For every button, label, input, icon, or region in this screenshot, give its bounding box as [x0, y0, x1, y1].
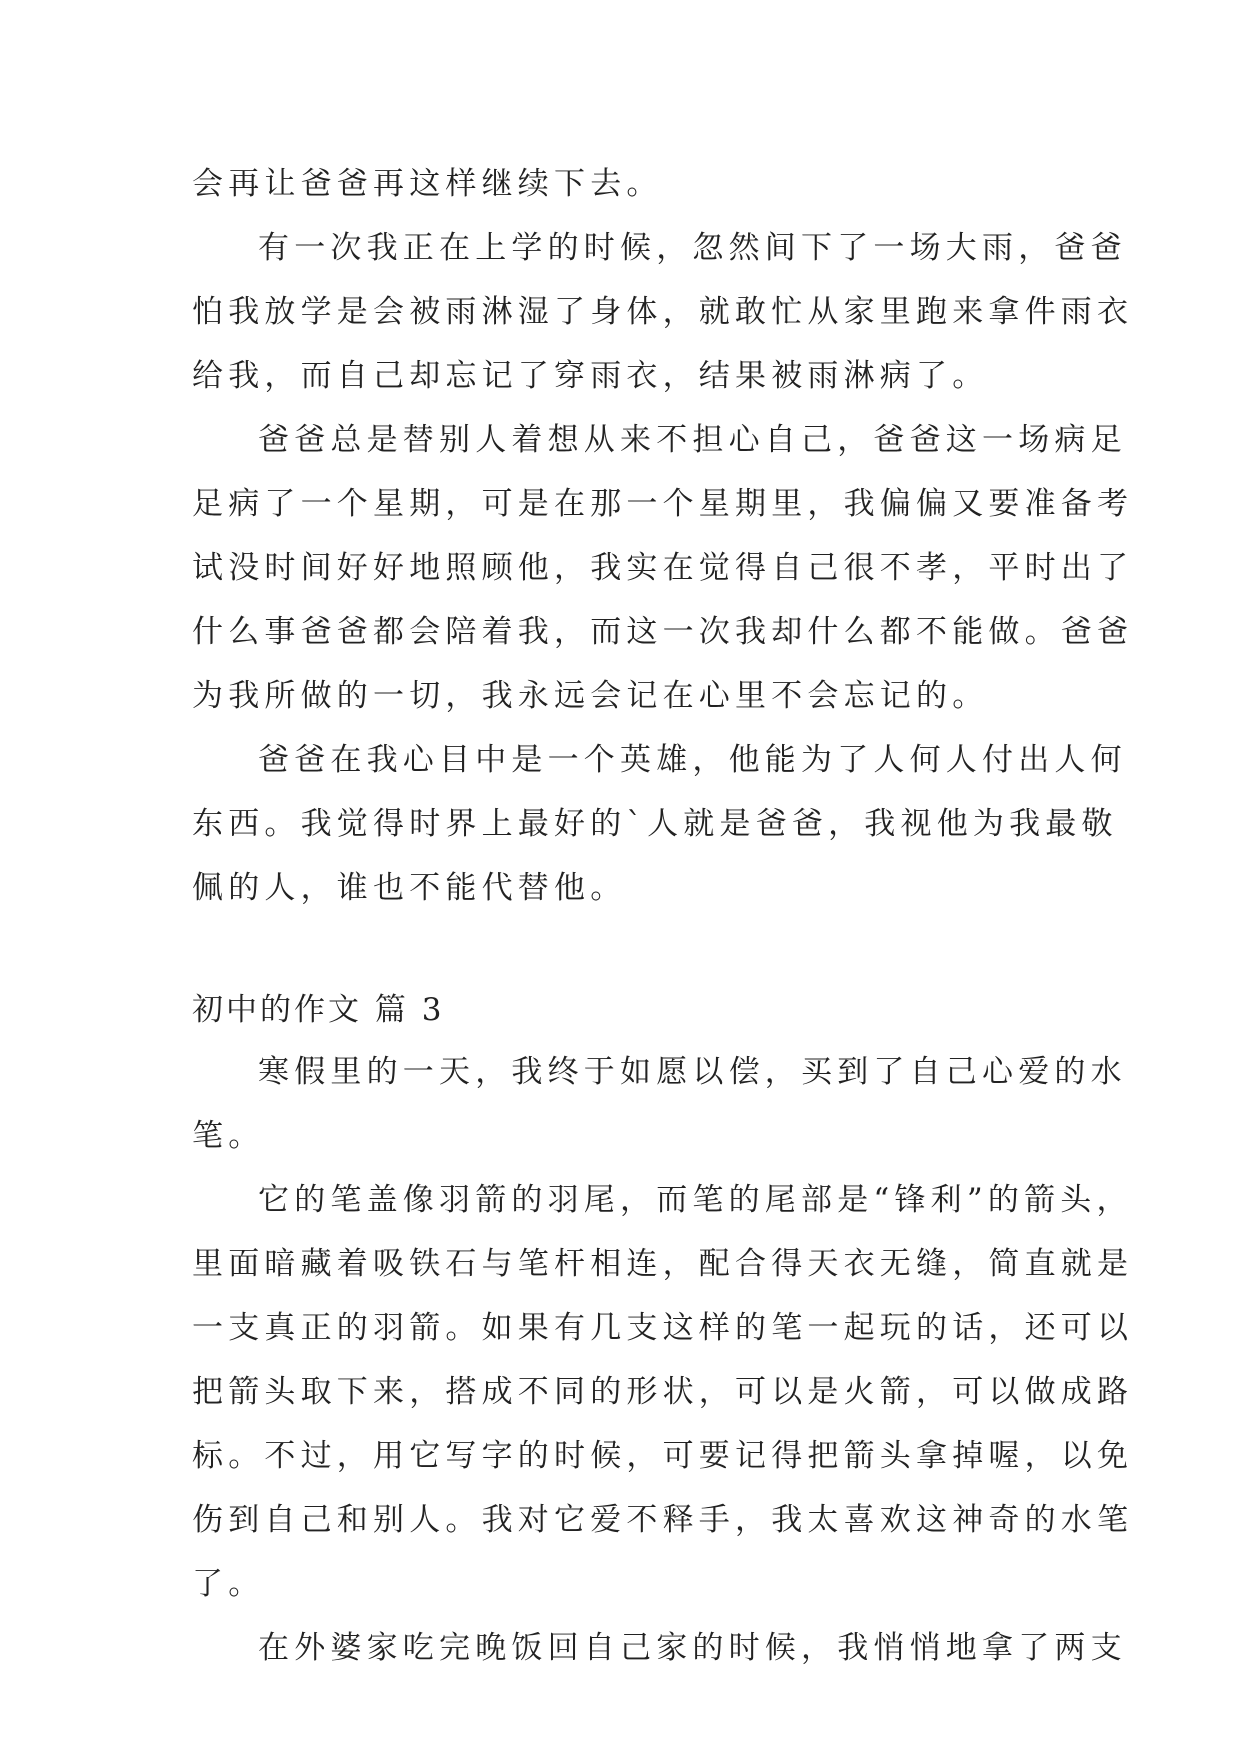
text-line: 了。 [192, 1566, 265, 1602]
text-line: 在外婆家吃完晚饭回自己家的时候，我悄悄地拿了两支 [258, 1630, 1127, 1666]
text-line: 一支真正的羽箭。如果有几支这样的笔一起玩的话，还可以 [192, 1310, 1134, 1346]
text-line: 东西。我觉得时界上最好的`人就是爸爸，我视他为我最敬 [192, 806, 1118, 842]
section-heading: 初中的作文 篇 3 [192, 992, 445, 1028]
text-line: 足病了一个星期，可是在那一个星期里，我偏偏又要准备考 [192, 486, 1134, 522]
text-line: 爸爸总是替别人着想从来不担心自己，爸爸这一场病足 [258, 422, 1127, 458]
text-line: 什么事爸爸都会陪着我，而这一次我却什么都不能做。爸爸 [192, 614, 1134, 650]
text-line: 爸爸在我心目中是一个英雄，他能为了人何人付出人何 [258, 742, 1127, 778]
text-line: 伤到自己和别人。我对它爱不释手，我太喜欢这神奇的水笔 [192, 1502, 1134, 1538]
text-line: 寒假里的一天，我终于如愿以偿，买到了自己心爱的水 [258, 1054, 1127, 1090]
text-line: 有一次我正在上学的时候，忽然间下了一场大雨，爸爸 [258, 230, 1127, 266]
text-line: 会再让爸爸再这样继续下去。 [192, 166, 663, 202]
text-line: 给我，而自己却忘记了穿雨衣，结果被雨淋病了。 [192, 358, 989, 394]
text-line: 把箭头取下来，搭成不同的形状，可以是火箭，可以做成路 [192, 1374, 1134, 1410]
text-line: 笔。 [192, 1118, 265, 1154]
text-line: 怕我放学是会被雨淋湿了身体，就敢忙从家里跑来拿件雨衣 [192, 294, 1134, 330]
text-line: 试没时间好好地照顾他，我实在觉得自己很不孝，平时出了 [192, 550, 1134, 586]
text-line: 标。不过，用它写字的时候，可要记得把箭头拿掉喔，以免 [192, 1438, 1134, 1474]
text-line: 它的笔盖像羽箭的羽尾，而笔的尾部是“锋利”的箭头， [258, 1182, 1133, 1218]
text-line: 佩的人，谁也不能代替他。 [192, 870, 627, 906]
text-line: 里面暗藏着吸铁石与笔杆相连，配合得天衣无缝，简直就是 [192, 1246, 1134, 1282]
text-line: 为我所做的一切，我永远会记在心里不会忘记的。 [192, 678, 989, 714]
